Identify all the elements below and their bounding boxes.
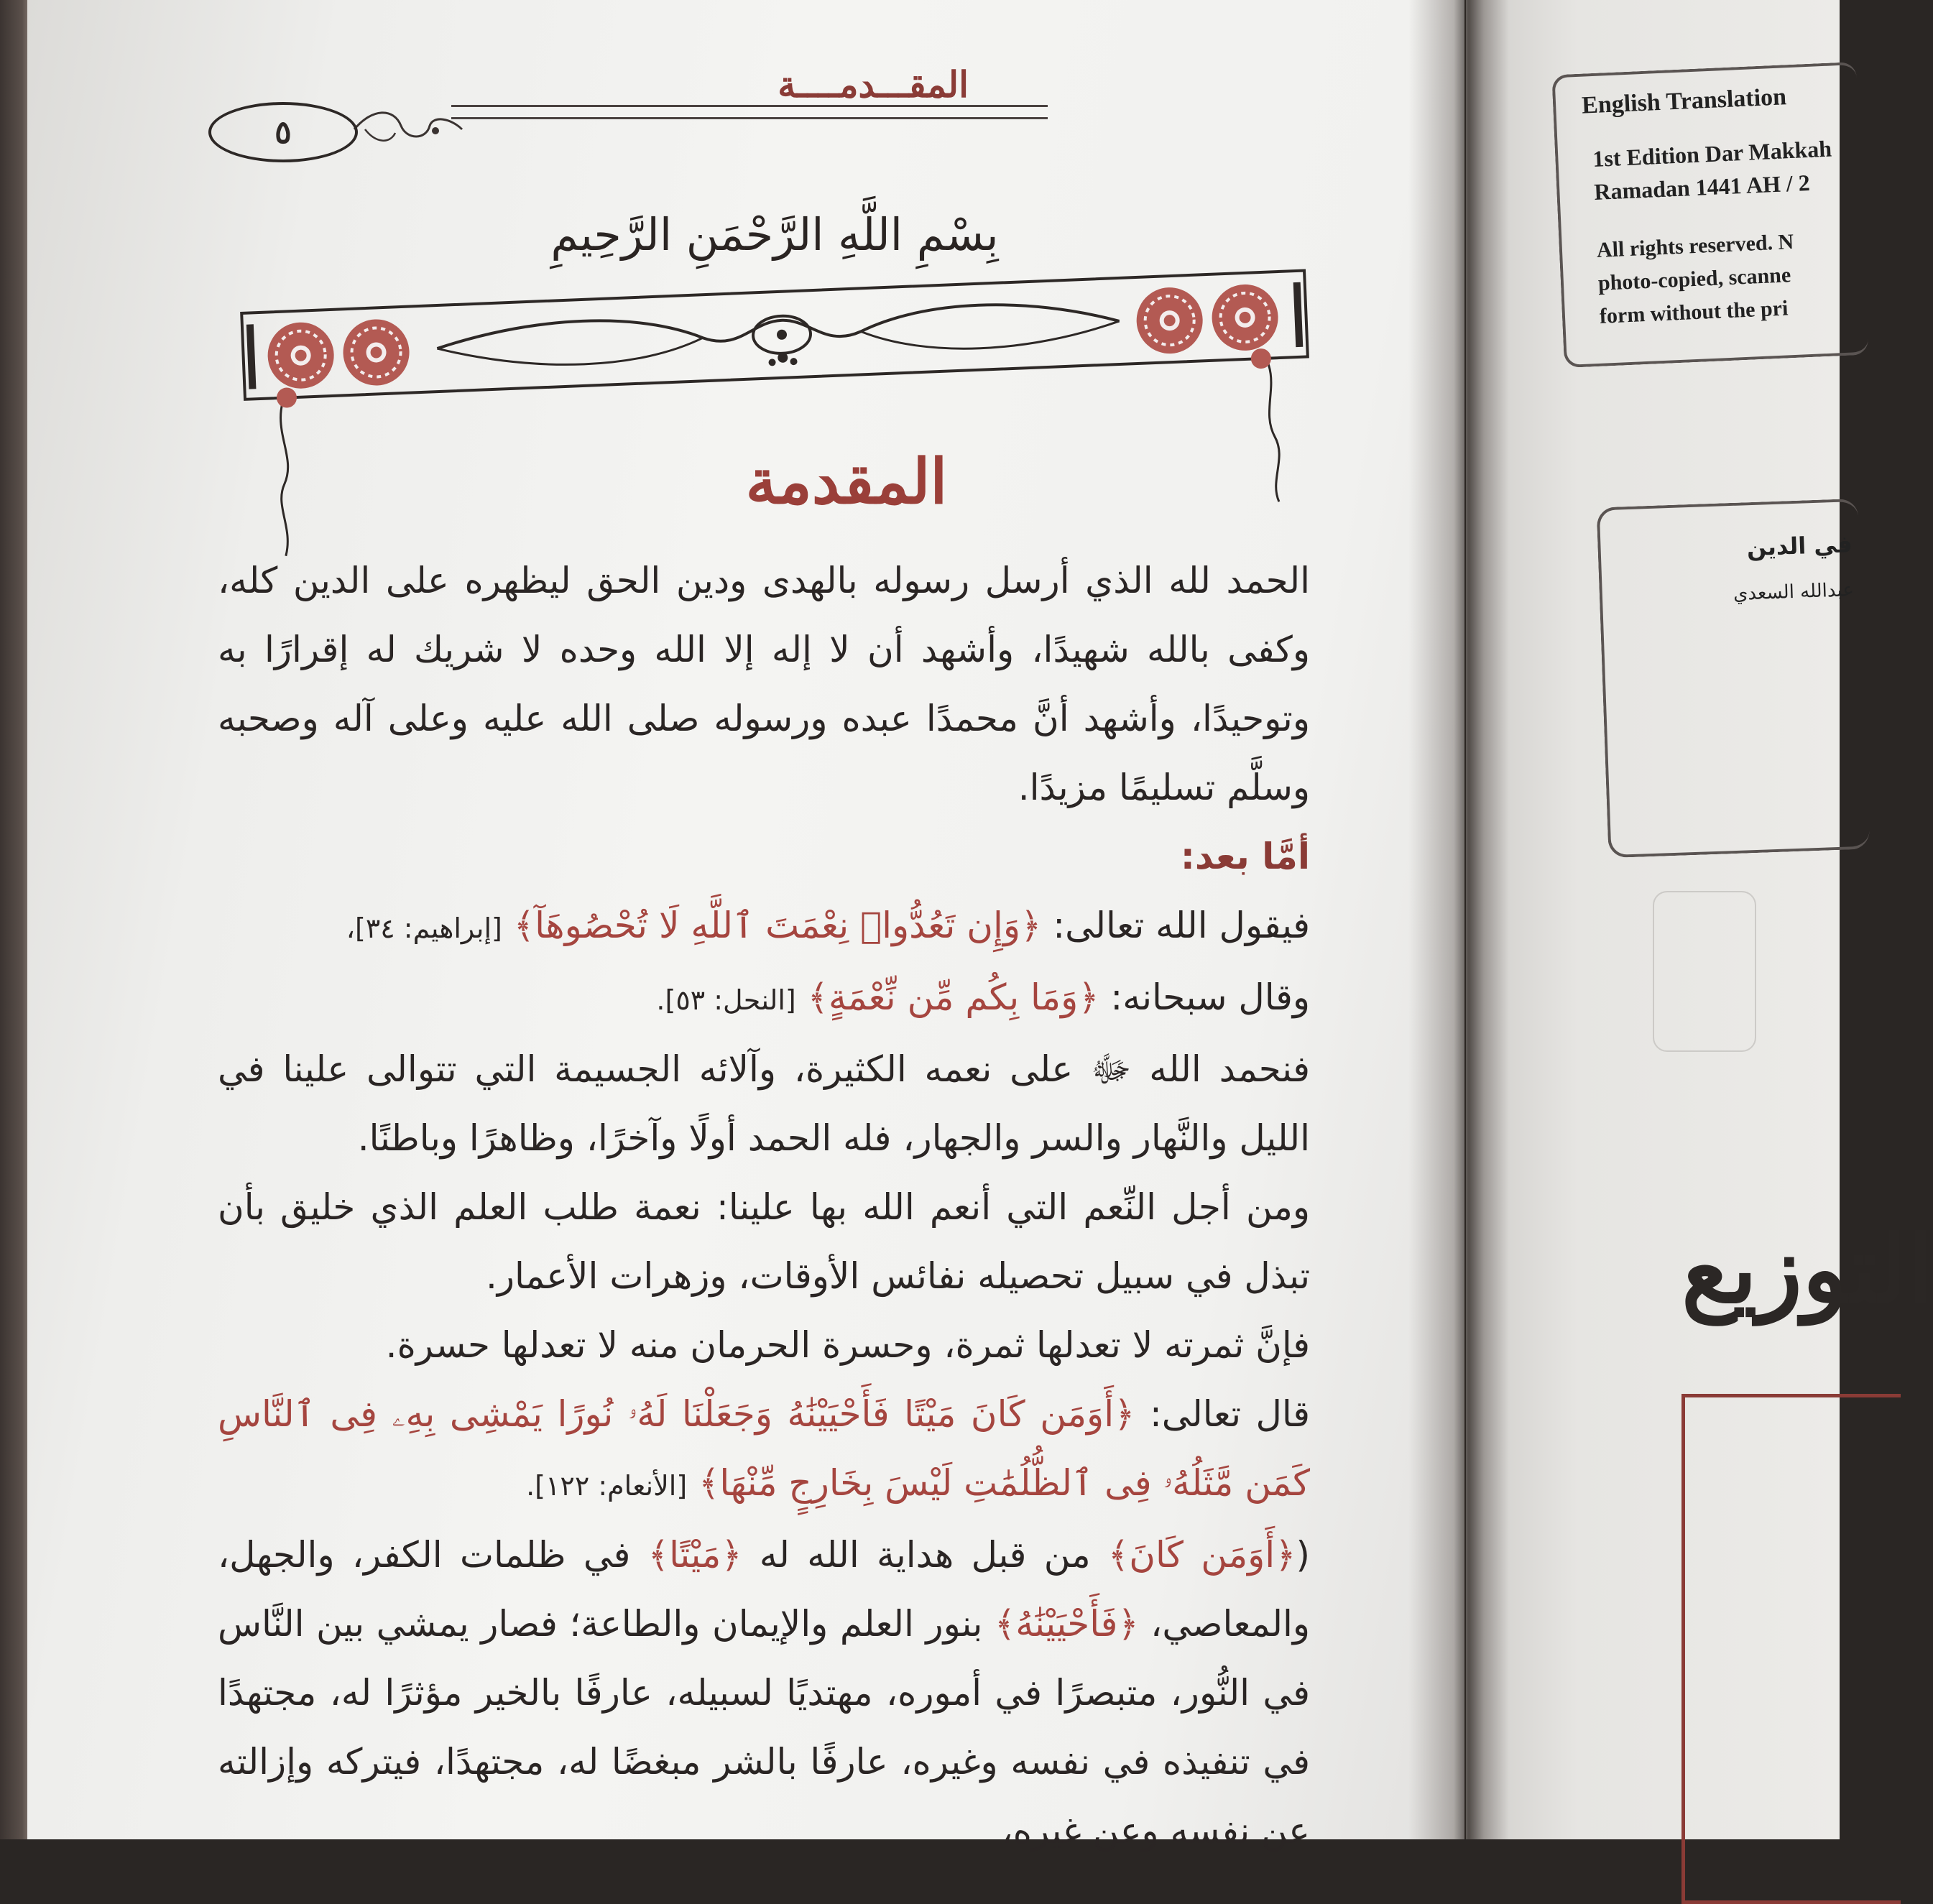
body-text: [218, 546, 1396, 1865]
verse2-paragraph: [218, 963, 1396, 1035]
distribution-word: التوزيع: [1681, 1214, 1933, 1324]
amma-bad: أمَّا بعد:: [1180, 836, 1310, 877]
basmala: بِسْمِ اللَّهِ الرَّحْمَنِ الرَّحِيمِ: [550, 208, 999, 261]
right-page: [1466, 0, 1933, 1839]
knowledge-paragraph: ومن أجل النِّعم التي أنعم الله بها علينا: نعمة طلب العلم الذي خليق بأن تبذل في سبيل تحصيله نفائس الأوقات، وزهرات الأعمار.: [218, 1186, 1310, 1297]
tafsir-q3: ﴿فَأَحْيَيْنَٰهُ﴾: [994, 1603, 1139, 1645]
verse3-text: ﴿أَوَمَن كَانَ مَيْتًا فَأَحْيَيْنَٰهُ وَجَعَلْنَا لَهُۥ نُورًا يَمْشِى بِهِۦ فِى ٱلنَّاسِ كَمَن مَّثَلُهُۥ فِى ٱلظُّلُمَٰتِ لَيْسَ بِخَارِجٍ مِّنْهَا﴾: [218, 1393, 1310, 1504]
section-title: المقدمة: [745, 445, 948, 518]
rosette-icon: [267, 321, 336, 390]
book-gutter: [1408, 0, 1509, 1839]
running-head: المقـــدمــــة: [778, 63, 969, 106]
distribution-box: [1681, 1394, 1901, 1904]
header-flourish-icon: [351, 101, 466, 158]
rights-line-3: form without the pri: [1599, 296, 1789, 328]
tafsir-q2: ﴿مَيْتًا﴾: [647, 1534, 742, 1576]
rosette-icon: [1135, 286, 1204, 355]
verse3-ref: [الأنعام: ١٢٢].: [526, 1470, 688, 1502]
page-number-text: ٥: [275, 114, 292, 151]
edition-line-1: 1st Edition Dar Makkah: [1592, 135, 1832, 172]
arabic-box-line-1: في الدين: [1746, 530, 1853, 562]
header-rule: [451, 105, 1048, 119]
rights-line-2: photo-copied, scanne: [1597, 263, 1791, 295]
tafsir-t1: من قبل هداية الله له: [742, 1534, 1108, 1576]
arabic-info-box: [1597, 499, 1870, 858]
tafsir-q1: ﴿أَوَمَن كَانَ﴾: [1107, 1534, 1296, 1576]
verse1-intro: فيقول الله تعالى:: [1053, 905, 1310, 946]
english-box-title: English Translation: [1581, 83, 1787, 119]
tafsir-t2: في ظلمات الكفر، والجهل، والمعاصي،: [218, 1534, 1310, 1645]
arabic-box-line-2: عبدالله السعدي: [1733, 579, 1855, 605]
rosette-icon: [1211, 283, 1280, 352]
rights-line-1: All rights reserved. N: [1596, 229, 1794, 262]
verse1-ref: [إبراهيم: ٣٤]،: [346, 912, 502, 944]
english-translation-box: [1551, 62, 1868, 368]
edition-line-2: Ramadan 1441 AH / 2: [1593, 169, 1811, 205]
opening-paragraph: الحمد لله الذي أرسل رسوله بالهدى ودين الحق ليظهره على الدين كله، وكفى بالله شهيدًا، وأشهد أن لا إله إلا الله وحده لا شريك له إقرارًا به وتوحيدًا، وأشهد أنَّ محمدًا عبده ورسوله صلى الله عليه وعلى آله وصحبه وسلَّم تسليمًا مزيدًا.: [218, 560, 1310, 808]
fruit-paragraph: فإنَّ ثمرته لا تعدلها ثمرة، وحسرة الحرمان منه لا تعدلها حسرة.: [385, 1324, 1310, 1366]
ornament-band: [236, 277, 1357, 564]
page-number: [208, 102, 358, 162]
left-page: [27, 0, 1464, 1852]
verse2-intro: وقال سبحانه:: [1110, 976, 1310, 1018]
rosette-icon: [342, 318, 411, 387]
verse3-paragraph: [218, 1380, 1396, 1520]
verse1-paragraph: [218, 891, 1396, 963]
tafsir-t3: بنور العلم والإيمان والطاعة؛ فصار يمشي بين النَّاس في النُّور، متبصرًا في أموره، مهتديًا لسبيله، عارفًا بالخير مؤثرًا له، مجتهدًا في تنفيذه في نفسه وغيره، عارفًا بالشر مبغضًا له، مجتهدًا، فيتركه وإزالته عن نفسه وعن غيره،: [218, 1603, 1310, 1852]
tafsir-paragraph: [218, 1520, 1396, 1865]
english-box-edition: [1592, 132, 1834, 208]
amma-bad-heading: [218, 822, 1396, 891]
english-box-rights: [1596, 226, 1797, 333]
tafsir-open: (: [1296, 1534, 1310, 1576]
praise-paragraph: فنحمد الله ﷻ على نعمه الكثيرة، وآلائه الجسيمة التي تتوالى علينا في الليل والنَّهار والسر والجهار، فله الحمد أولًا وآخرًا، وظاهرًا وباطنًا.: [218, 1048, 1310, 1159]
verse2-text: ﴿وَمَا بِكُم مِّن نِّعْمَةٍ﴾: [807, 976, 1099, 1018]
faint-frame: [1653, 891, 1756, 1052]
verse1-text: ﴿وَإِن تَعُدُّوا۟ نِعْمَتَ ٱللَّهِ لَا تُحْصُوهَآ﴾: [513, 905, 1042, 946]
verse2-ref: [النحل: ٥٣].: [656, 984, 796, 1016]
verse3-intro: قال تعالى:: [1149, 1393, 1310, 1435]
